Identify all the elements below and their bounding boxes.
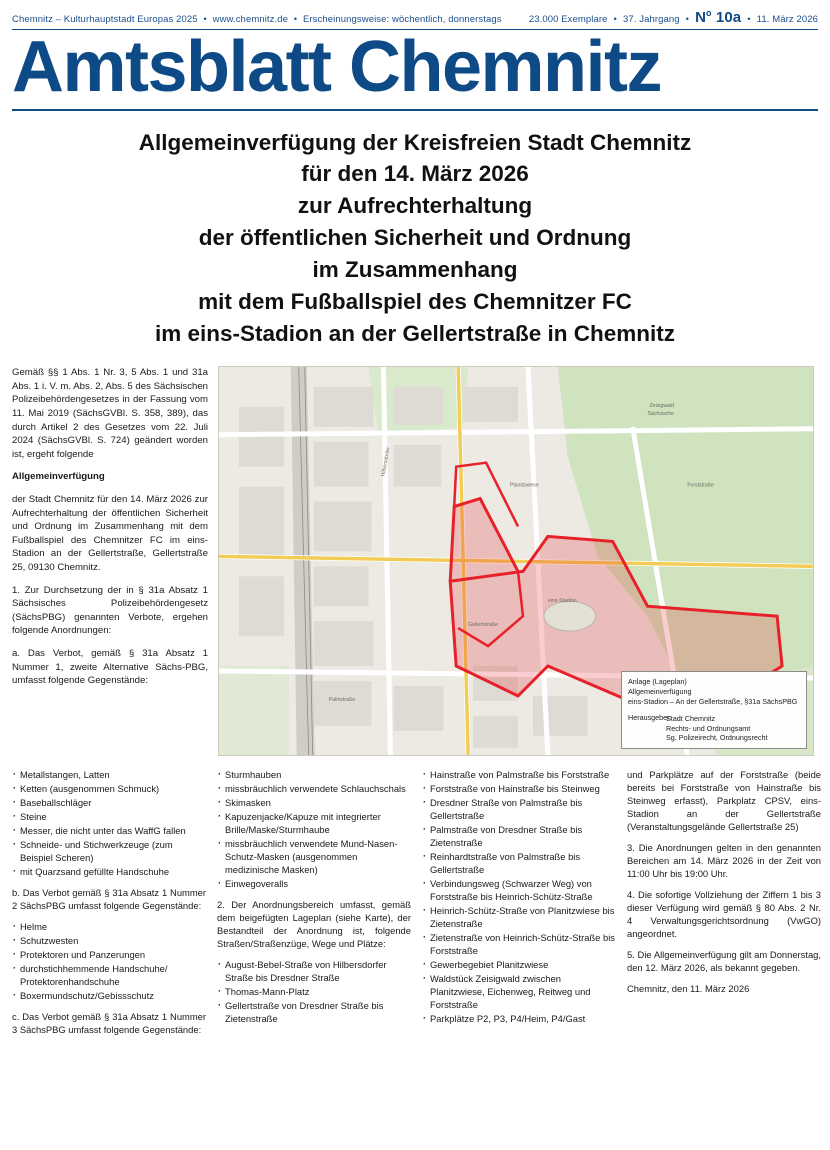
list-item: · Kapuzenjacke/Kapuze mit integrierter Brille/Maske/Sturmhaube bbox=[217, 811, 411, 837]
list-item: · Palmstraße von Dresdner Straße bis Zietenstraße bbox=[422, 824, 616, 850]
list-item: · Steine bbox=[12, 811, 206, 824]
location-map[interactable] bbox=[218, 366, 814, 756]
headline-line-7: im eins-Stadion an der Gellertstraße in Chemnitz bbox=[154, 321, 676, 347]
svg-text:Zeisigwald: Zeisigwald bbox=[649, 402, 674, 409]
top-meta-frequency: Erscheinungsweise: wöchentlich, donnerstags bbox=[302, 14, 502, 25]
intro-column bbox=[12, 366, 208, 697]
map-legend-title-block bbox=[628, 677, 800, 706]
list-item: · Baseballschläger bbox=[12, 797, 206, 810]
headline-line-3: zur Aufrechterhaltung bbox=[297, 193, 533, 219]
paragraph-3: 3. Die Anordnungen gelten in den genannten Bereichen am 14. März 2026 in der Zeit von 11:00 Uhr bis 19:00 Uhr. bbox=[627, 841, 821, 879]
list-item: · Waldstück Zeisigwald zwischen Planitzwiese, Eichenweg, Reitweg und Forststraße bbox=[422, 973, 616, 1012]
top-meta-sep-2: • bbox=[293, 14, 298, 25]
intro-and-map bbox=[12, 366, 818, 756]
list-item: · Boxermundschutz/Gebissschutz bbox=[12, 990, 206, 1003]
list-streets-part-1 bbox=[217, 959, 411, 1026]
headline-block bbox=[16, 127, 814, 351]
list-item: · Protektoren und Panzerungen bbox=[12, 949, 206, 962]
list-item: · Zietenstraße von Heinrich-Schütz-Straße bis Forststraße bbox=[422, 932, 616, 958]
list-item: · mit Quarzsand gefüllte Handschuhe bbox=[12, 866, 206, 879]
top-meta-sep-1: • bbox=[203, 14, 207, 25]
circulation: 23.000 Exemplare bbox=[528, 14, 608, 25]
top-meta-right bbox=[529, 8, 818, 26]
headline-line-2: für den 14. März 2026 bbox=[301, 161, 529, 187]
list-item: · Gewerbegebiet Planitzwiese bbox=[422, 959, 616, 972]
issue-number bbox=[695, 8, 741, 26]
list-item: · Metallstangen, Latten bbox=[12, 769, 206, 782]
headline-line-1: Allgemeinverfügung der Kreisfreien Stadt Chemnitz bbox=[138, 129, 692, 155]
issue-sup: o bbox=[706, 8, 712, 18]
list-item: · Schutzwesten bbox=[12, 935, 206, 948]
list-item: · Parkplätze P2, P3, P4/Heim, P4/Gast bbox=[422, 1013, 616, 1026]
headline-line-5: im Zusammenhang bbox=[312, 257, 518, 283]
list-item: · Forststraße von Hainstraße bis Steinweg bbox=[422, 783, 616, 796]
top-meta-website[interactable]: www.chemnitz.de bbox=[212, 14, 289, 25]
intro-heading: Allgemeinverfügung bbox=[12, 471, 105, 483]
body-columns bbox=[12, 769, 821, 1044]
svg-text:Palmstraße: Palmstraße bbox=[328, 696, 356, 703]
list-item: · Messer, die nicht unter das WaffG fallen bbox=[12, 825, 206, 838]
top-meta-sep-5: • bbox=[747, 14, 751, 25]
list-item: · Skimasken bbox=[217, 797, 411, 810]
headline-line-6: mit dem Fußballspiel des Chemnitzer FC bbox=[198, 289, 632, 315]
list-prohibited-objects-a bbox=[12, 769, 206, 879]
paragraph-2: 2. Der Anordnungsbereich umfasst, gemäß dem beigefügten Lageplan (siehe Karte), der Bestandteil der Anordnung ist, folgende Straßen/Straßenzüge, Wege und Plätze: bbox=[217, 898, 411, 949]
list-item: · Einwegoveralls bbox=[217, 878, 411, 891]
list-item: · missbräuchlich verwendete Schlauchschals bbox=[217, 783, 411, 796]
streets-continuation: und Parkplätze auf der Forststraße (beide bereits bei Forststraße von Hainstraße bis Steinweg erfasst), Parkplatz CPSV, eins-Stadion an der Gellertstraße (Veranstaltungsgelände Gellertstraße 25) bbox=[627, 769, 821, 832]
signoff-line: Chemnitz, den 11. März 2026 bbox=[627, 982, 750, 994]
map-publisher-line-2: Rechts- und Ordnungsamt bbox=[666, 723, 751, 733]
map-publisher-block bbox=[628, 713, 800, 743]
issue-prefix: N bbox=[695, 9, 707, 26]
svg-text:Gellertstraße: Gellertstraße bbox=[468, 622, 499, 629]
map-legend-detail: eins-Stadion – An der Gellertstraße, §31a SächsPBG bbox=[628, 696, 798, 706]
intro-body-text: der Stadt Chemnitz für den 14. März 2026 zur Aufrechterhaltung der öffentlichen Sicherheit und Ordnung im Zusammenhang mit dem Fußballspiel des Chemnitzer FC im eins-Stadion an der Gellertstraße, Gellertstraße 25, 09130 Chemnitz. bbox=[12, 493, 208, 574]
list-item: · Ketten (ausgenommen Schmuck) bbox=[12, 783, 206, 796]
svg-text:Forststraße: Forststraße bbox=[687, 482, 714, 489]
body-column-2 bbox=[217, 769, 411, 1044]
list-item: · Dresdner Straße von Palmstraße bis Gellertstraße bbox=[422, 797, 616, 823]
legal-basis-text: Gemäß §§ 1 Abs. 1 Nr. 3, 5 Abs. 1 und 31a Abs. 1 i. V. m. Abs. 2, Abs. 5 des Sächsischen Polizeibehördengesetzes in der Fassung vom 11. Mai 2019 (SächsGVBl. S. 358, 389), das durch Artikel 2 des Gesetzes vom 22. Juli 2024 (SächsGVBl. S. 724) geändert worden ist, ergeht folgende bbox=[12, 367, 208, 460]
list-item: · Schneide- und Stichwerkzeuge (zum Beispiel Scheren) bbox=[12, 839, 206, 865]
body-column-4 bbox=[627, 769, 821, 1044]
list-streets-part-2 bbox=[422, 769, 616, 1025]
paragraph-4: 4. Die sofortige Vollziehung der Ziffern 1 bis 3 dieser Verfügung wird gemäß § 80 Abs. 2 Nr. 4 Verwaltungsgerichtsordnung (VwGO) angeordnet. bbox=[627, 888, 821, 939]
list-item: · Thomas-Mann-Platz bbox=[217, 986, 411, 999]
list-item: · August-Bebel-Straße von Hilbersdorfer Straße bis Dresdner Straße bbox=[217, 959, 411, 985]
svg-text:Planitzwiese: Planitzwiese bbox=[510, 482, 539, 489]
map-publisher-line-1: Stadt Chemnitz bbox=[666, 713, 716, 723]
map-legend bbox=[621, 671, 807, 749]
top-meta-sep-3: • bbox=[613, 14, 617, 25]
map-legend-title: Anlage (Lageplan) bbox=[628, 677, 687, 687]
top-meta-bar bbox=[12, 0, 818, 29]
divider-masthead bbox=[12, 109, 818, 111]
list-item: · Verbindungsweg (Schwarzer Weg) von Forststraße bis Heinrich-Schütz-Straße bbox=[422, 878, 616, 904]
volume: 37. Jahrgang bbox=[622, 14, 680, 25]
list-prohibited-objects-b bbox=[12, 921, 206, 1003]
top-meta-sep-4: • bbox=[685, 14, 690, 25]
svg-text:Sächsische: Sächsische bbox=[647, 410, 674, 417]
svg-text:Hilbersdorfer: Hilbersdorfer bbox=[380, 446, 392, 478]
list-item: · durchstichhemmende Handschuhe/ Protektorenhandschuhe bbox=[12, 963, 206, 989]
paragraph-b: b. Das Verbot gemäß § 31a Absatz 1 Nummer 2 SächsPBG umfasst folgende Gegenstände: bbox=[12, 886, 206, 911]
map-publisher-line-3: Sg. Polizeirecht, Ordnungsrecht bbox=[666, 733, 768, 743]
issue-date: 11. März 2026 bbox=[756, 14, 818, 25]
list-item: · Heinrich-Schütz-Straße von Planitzwiese bis Zietenstraße bbox=[422, 905, 616, 931]
paragraph-c: c. Das Verbot gemäß § 31a Absatz 1 Nummer 3 SächsPBG umfasst folgende Gegenstände: bbox=[12, 1010, 206, 1035]
list-item: · Hainstraße von Palmstraße bis Forststraße bbox=[422, 769, 616, 782]
intro-paragraph-a: a. Das Verbot, gemäß § 31a Absatz 1 Nummer 1, zweite Alternative Sächs-PBG, umfasst folgende Gegenstände: bbox=[12, 648, 208, 687]
list-item: · Reinhardtstraße von Palmstraße bis Gellertstraße bbox=[422, 851, 616, 877]
page-title: Amtsblatt Chemnitz bbox=[12, 27, 662, 107]
issue-value: 10a bbox=[715, 9, 742, 26]
list-item: · Sturmhauben bbox=[217, 769, 411, 782]
body-column-3 bbox=[422, 769, 616, 1044]
list-item: · missbräuchlich verwendete Mund-Nasen-Schutz-Masken (ausgenommen medizinische Masken) bbox=[217, 838, 411, 877]
top-meta-left bbox=[12, 14, 505, 25]
svg-text:eins-Stadion: eins-Stadion bbox=[547, 598, 577, 605]
map-publisher-label: Herausgeber: bbox=[628, 713, 672, 723]
list-item: · Helme bbox=[12, 921, 206, 934]
list-item: · Gellertstraße von Dresdner Straße bis Zietenstraße bbox=[217, 1000, 411, 1026]
body-column-1 bbox=[12, 769, 206, 1044]
headline-line-4: der öffentlichen Sicherheit und Ordnung bbox=[198, 225, 632, 251]
map-legend-subtitle: Allgemeinverfügung bbox=[628, 686, 692, 696]
top-meta-city: Chemnitz – Kulturhauptstadt Europas 2025 bbox=[12, 14, 198, 25]
paragraph-5: 5. Die Allgemeinverfügung gilt am Donnerstag, den 12. März 2026, als bekannt gegeben. bbox=[627, 948, 821, 973]
intro-paragraph-1: 1. Zur Durchsetzung der in § 31a Absatz 1 Sächsisches Polizeibehördengesetz (SächsPBG) genannten Verbote, ergehen folgende Anordnungen: bbox=[12, 584, 208, 637]
list-prohibited-objects-c bbox=[217, 769, 411, 891]
